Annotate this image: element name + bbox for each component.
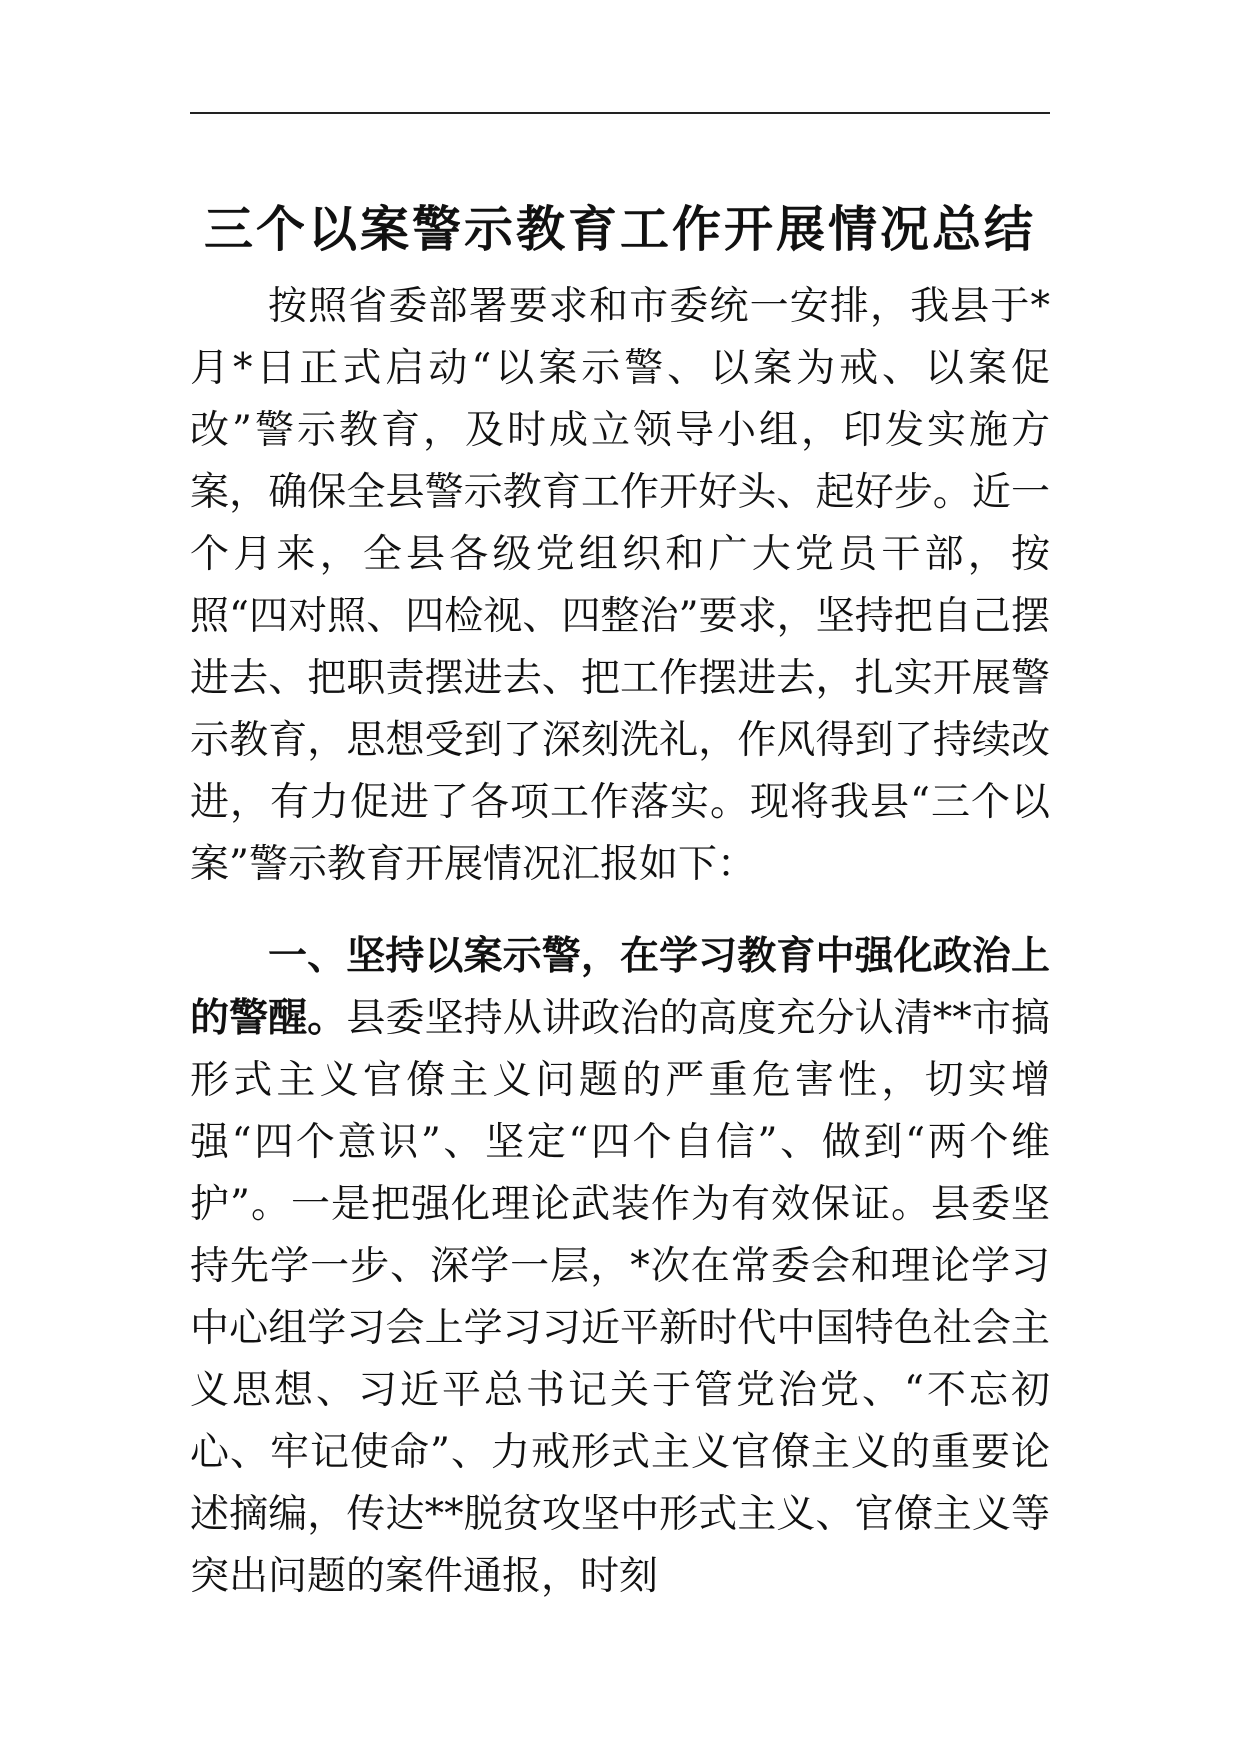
header-rule [190, 112, 1050, 114]
section-one-body: 县委坚持从讲政治的高度充分认清**市搞形式主义官僚主义问题的严重危害性，切实增强“四个意识”、坚定“四个自信”、做到“两个维护”。一是把强化理论武装作为有效保证。县委坚持先学一步、深学一层，*次在常委会和理论学习中心组学习会上学习习近平新时代中国特色社会主义思想、习近平总书记关于管党治党、“不忘初心、牢记使命”、力戒形式主义官僚主义的重要论述摘编，传达**脱贫攻坚中形式主义、官僚主义等突出问题的案件通报，时刻 [190, 996, 1050, 1599]
intro-paragraph: 按照省委部署要求和市委统一安排，我县于*月*日正式启动“以案示警、以案为戒、以案促改”警示教育，及时成立领导小组，印发实施方案，确保全县警示教育工作开好头、起好步。近一个月来，全县各级党组织和广大党员干部，按照“四对照、四检视、四整治”要求，坚持把自己摆进去、把职责摆进去、把工作摆进去，扎实开展警示教育，思想受到了深刻洗礼，作风得到了持续改进，有力促进了各项工作落实。现将我县“三个以案”警示教育开展情况汇报如下： [190, 284, 1050, 887]
section-one-paragraph [190, 926, 1050, 1608]
section-one-heading: 一、坚持以案示警，在学习教育中强化政治上的警醒。 [190, 934, 1050, 1041]
document-title: 三个以案警示教育工作开展情况总结 [203, 201, 1036, 258]
